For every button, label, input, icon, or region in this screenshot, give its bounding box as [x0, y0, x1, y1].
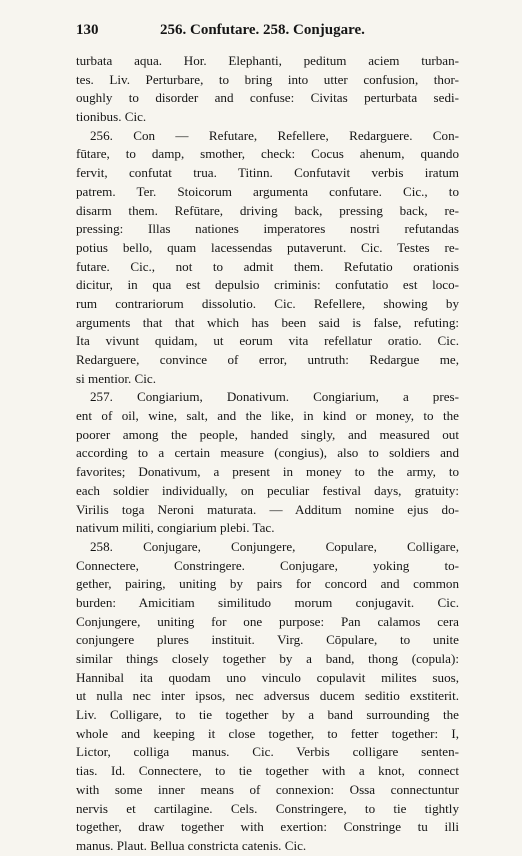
text-line: pressing: Illas nationes imperatores nostri refutandas [76, 221, 459, 237]
text-line: dicitur, in qua est depulsio criminis: confutatio est loco- [76, 277, 459, 293]
text-line: fervit, confutat trua. Titinn. Confutavit verbis iratum [76, 165, 459, 181]
text-line: fūtare, to damp, smother, check: Cocus ahenum, quando [76, 146, 459, 162]
text-line: 258. Conjugare, Conjungere, Copulare, Colligare, [90, 538, 459, 554]
text-line: tes. Liv. Perturbare, to bring into utter confusion, thor- [76, 71, 459, 87]
text-line: conjungere plures instituit. Virg. Cōpulare, to unite [76, 632, 459, 648]
text-line: patrem. Ter. Stoicorum argumenta confutare. Cic., to [76, 183, 459, 199]
text-line: together, draw together with exertion: Constringe tu illi [76, 819, 459, 835]
page-number: 130 [76, 22, 99, 38]
text-line: ent of oil, wine, salt, and the like, in kind or money, to the [76, 408, 459, 424]
text-line: oughly to disorder and confuse: Civitas perturbata sedi- [76, 90, 459, 106]
text-line: Redarguere, convince of error, untruth: Redargue me, [76, 352, 459, 367]
text-line: potius bello, quam lacessendas putaverunt. Cic. Testes re- [76, 239, 459, 255]
text-line: Connectere, Constringere. Conjugare, yoking to- [76, 557, 459, 573]
text-line: with some inner means of connexion: Ossa connectuntur [76, 781, 459, 797]
text-line: rum contrariorum dissolutio. Cic. Refellere, showing by [76, 295, 459, 311]
text-line: manus. Plaut. Bellua constricta catenis. Cic. [76, 837, 307, 853]
text-line: similar things closely together by a band, thong (copula): [76, 651, 459, 666]
text-line: turbata aqua. Hor. Elephanti, peditum aciem turban- [76, 53, 459, 68]
text-line: disarm them. Refūtare, driving back, pressing back, re- [76, 202, 459, 218]
text-line: Lictor, colliga manus. Cic. Verbis colligare senten- [76, 744, 459, 760]
text-line: Hannibal ita quodam uno vinculo copulavit milites suos, [76, 669, 459, 685]
page-header [76, 22, 456, 42]
text-line: favorites; Donativum, a present in money to the army, to [76, 464, 459, 480]
text-line: si mentior. Cic. [76, 370, 157, 386]
text-line: 256. Con — Refutare, Refellere, Redarguere. Con- [90, 127, 459, 143]
body-text [76, 52, 459, 856]
text-line: tias. Id. Connectere, to tie together with a knot, connect [76, 763, 459, 779]
text-line: futare. Cic., not to admit them. Refutatio orationis [76, 258, 459, 274]
text-line: burden: Amicitiam similitudo morum conjugavit. Cic. [76, 594, 459, 610]
text-line: ut nulla nec inter ipsos, nec adversus ducem seditio exstiterit. [76, 688, 459, 704]
text-line: whole and keeping it close together, to fetter together: I, [76, 725, 459, 741]
text-line: nervis et cartilagine. Cels. Constringere, to tie tightly [76, 800, 459, 816]
text-line: poorer among the people, handed singly, and measured out [76, 426, 459, 442]
text-line: nativum militi, congiarium plebi. Tac. [76, 520, 275, 536]
text-line: tionibus. Cic. [76, 109, 147, 125]
text-line: gether, pairing, uniting by pairs for concord and common [76, 576, 459, 592]
text-line: Virilis toga Neroni maturata. — Additum nomine ejus do- [76, 501, 459, 517]
running-head: 256. Confutare. 258. Conjugare. [160, 22, 365, 38]
text-line: Ita vivunt quidam, ut eorum vita refellatur oratio. Cic. [76, 333, 459, 349]
text-line: Liv. Colligare, to tie together by a band surrounding the [76, 707, 459, 723]
text-line: each soldier individually, on peculiar festival days, gratuity: [76, 482, 459, 498]
text-line: Conjungere, uniting for one purpose: Pan calamos cera [76, 613, 459, 629]
text-line: 257. Congiarium, Donativum. Congiarium, a pres- [90, 389, 459, 405]
text-line: according to a certain measure (congius), also to soldiers and [76, 445, 459, 461]
text-line: arguments that that which has been said is false, refuting: [76, 314, 459, 330]
